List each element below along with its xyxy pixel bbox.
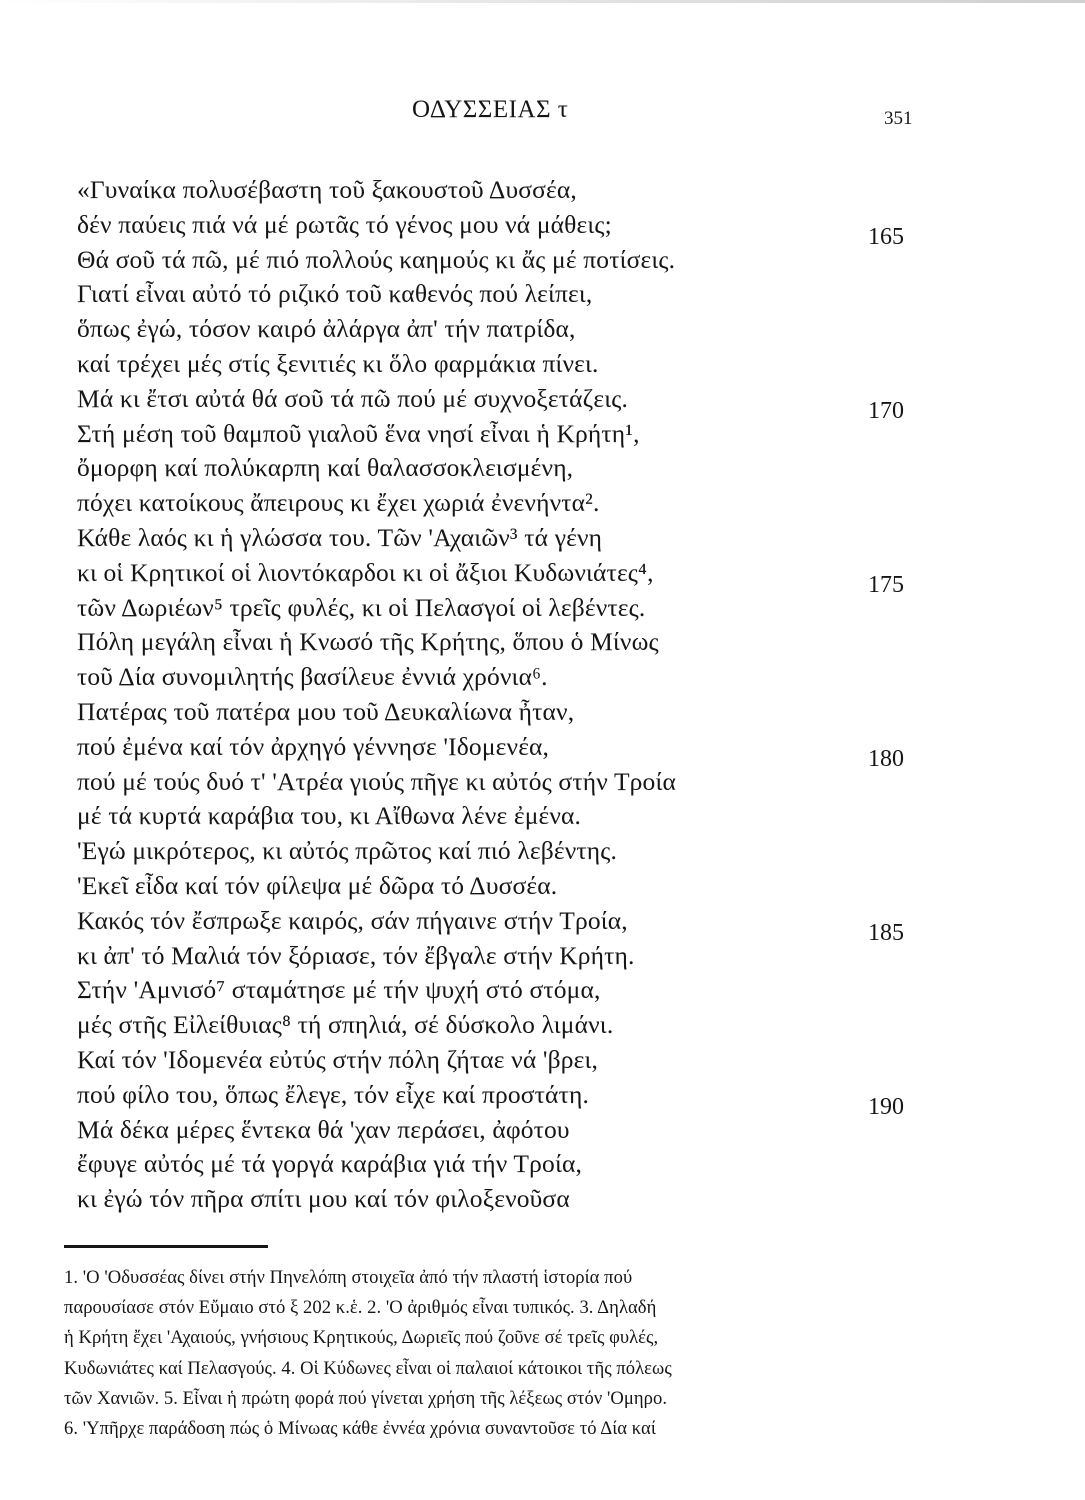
line-number: 175 — [868, 572, 904, 598]
verse-line: ὄμορφη καί πολύκαρπη καί θαλασσοκλεισμένη, — [77, 453, 574, 483]
line-number: 170 — [868, 398, 904, 424]
verse-line: κι ἀπ' τό Μαλιά τόν ξόριασε, τόν ἔβγαλε στήν Κρήτη. — [77, 940, 635, 970]
line-number: 180 — [868, 746, 904, 772]
line-number: 185 — [868, 920, 904, 946]
verse-line: Καί τόν 'Ιδομενέα εὐτύς στήν πόλη ζήταε νά 'βρει, — [77, 1044, 598, 1074]
footnote-line: 1. 'Ο 'Οδυσσέας δίνει στήν Πηνελόπη στοιχεῖα ἀπό τήν πλαστή ἱστορία πού — [64, 1267, 633, 1288]
verse-line: κι ἐγώ τόν πῆρα σπίτι μου καί τόν φιλοξενοῦσα — [77, 1184, 570, 1214]
verse-line: καί τρέχει μές στίς ξενιτιές κι ὅλο φαρμάκια πίνει. — [77, 348, 599, 378]
verse-line: Κάθε λαός κι ἡ γλώσσα του. Τῶν 'Αχαιῶν³ τά γένη — [77, 522, 603, 552]
verse-line: τῶν Δωριέων⁵ τρεῖς φυλές, κι οἱ Πελασγοί οἱ λεβέντες. — [77, 592, 646, 622]
footnote-line: Κυδωνιάτες καί Πελασγούς. 4. Οἱ Κύδωνες εἶναι οἱ παλαιοί κάτοικοι τῆς πόλεως — [64, 1357, 672, 1379]
footnote-line: 6. 'Υπῆρχε παράδοση πώς ὁ Μίνωας κάθε ἐννέα χρόνια συναντοῦσε τό Δία καί — [64, 1418, 656, 1440]
footnotes — [64, 1263, 906, 1444]
footnote-line: τῶν Χανιῶν. 5. Εἶναι ἡ πρώτη φορά πού γίνεται χρήση τῆς λέξεως στόν 'Ομηρο. — [64, 1387, 668, 1409]
verse-line: πού ἐμένα καί τόν ἀρχηγό γέννησε 'Ιδομενέα, — [77, 731, 550, 761]
verse-line: Πατέρας τοῦ πατέρα μου τοῦ Δευκαλίωνα ἦταν, — [77, 696, 575, 726]
verse-line: 'Εκεῖ εἶδα καί τόν φίλεψα μέ δῶρα τό Δυσσέα. — [77, 870, 558, 900]
verse-line: τοῦ Δία συνομιλητής βασίλευε ἐννιά χρόνια⁶. — [77, 662, 548, 692]
running-title: ΟΔΥΣΣΕΙΑΣ τ — [412, 96, 569, 123]
verse-line: δέν παύεις πιά νά μέ ρωτᾶς τό γένος μου νά μάθεις; — [77, 209, 612, 239]
verse-line: Πόλη μεγάλη εἶναι ἡ Κνωσό τῆς Κρήτης, ὅπου ὁ Μίνως — [77, 627, 659, 657]
verse-line: «Γυναίκα πολυσέβαστη τοῦ ξακουστοῦ Δυσσέα, — [77, 175, 577, 204]
verse-line: Θά σοῦ τά πῶ, μέ πιό πολλούς καημούς κι ἄς μέ ποτίσεις. — [77, 244, 676, 274]
verse-line: Κακός τόν ἔσπρωξε καιρός, σάν πήγαινε στήν Τροία, — [77, 905, 628, 935]
verse-line: πού φίλο του, ὅπως ἔλεγε, τόν εἶχε καί προστάτη. — [77, 1079, 589, 1109]
footnote-line: ἡ Κρήτη ἔχει 'Αχαιούς, γνήσιους Κρητικούς, Δωριεῖς πού ζοῦνε σέ τρεῖς φυλές, — [64, 1327, 659, 1349]
verse-line: πόχει κατοίκους ἄπειρους κι ἔχει χωριά ἐνενήντα². — [77, 488, 600, 518]
verse-line: Μά δέκα μέρες ἕντεκα θά 'χαν περάσει, ἀφότου — [77, 1114, 570, 1144]
verse-line: κι οἱ Κρητικοί οἱ λιοντόκαρδοι κι οἱ ἄξιοι Κυδωνιάτες⁴, — [77, 557, 654, 587]
poem-text — [77, 173, 817, 1217]
footnote-line: παρουσίασε στόν Εὔμαιο στό ξ 202 κ.ἑ. 2. 'Ο ἀριθμός εἶναι τυπικός. 3. Δηλαδή — [64, 1297, 657, 1319]
verse-line: 'Εγώ μικρότερος, κι αὐτός πρῶτος καί πιό λεβέντης. — [77, 836, 618, 866]
page-number: 351 — [884, 108, 913, 129]
verse-line: Στήν 'Αμνισό⁷ σταμάτησε μέ τήν ψυχή στό στόμα, — [77, 975, 601, 1005]
verse-line: ἔφυγε αὐτός μέ τά γοργά καράβια γιά τήν Τροία, — [77, 1149, 582, 1179]
verse-line: Γιατί εἶναι αὐτό τό ριζικό τοῦ καθενός πού λείπει, — [77, 279, 593, 309]
line-number: 165 — [868, 224, 904, 250]
footnote-divider — [64, 1245, 268, 1248]
scan-edge — [0, 0, 1085, 3]
verse-line: μές στῆς Εἰλείθυιας⁸ τή σπηλιά, σέ δύσκολο λιμάνι. — [77, 1010, 614, 1040]
verse-line: Στή μέση τοῦ θαμποῦ γιαλοῦ ἕνα νησί εἶναι ἡ Κρήτη¹, — [77, 418, 640, 448]
verse-line: μέ τά κυρτά καράβια του, κι Αἴθωνα λένε ἐμένα. — [77, 801, 582, 831]
verse-line: πού μέ τούς δυό τ' 'Ατρέα γιούς πῆγε κι αὐτός στήν Τροία — [77, 766, 676, 796]
verse-line: ὅπως ἐγώ, τόσον καιρό ἀλάργα ἀπ' τήν πατρίδα, — [77, 314, 576, 344]
line-number: 190 — [868, 1094, 904, 1120]
verse-line: Μά κι ἔτσι αὐτά θά σοῦ τά πῶ πού μέ συχνοξετάζεις. — [77, 383, 628, 413]
